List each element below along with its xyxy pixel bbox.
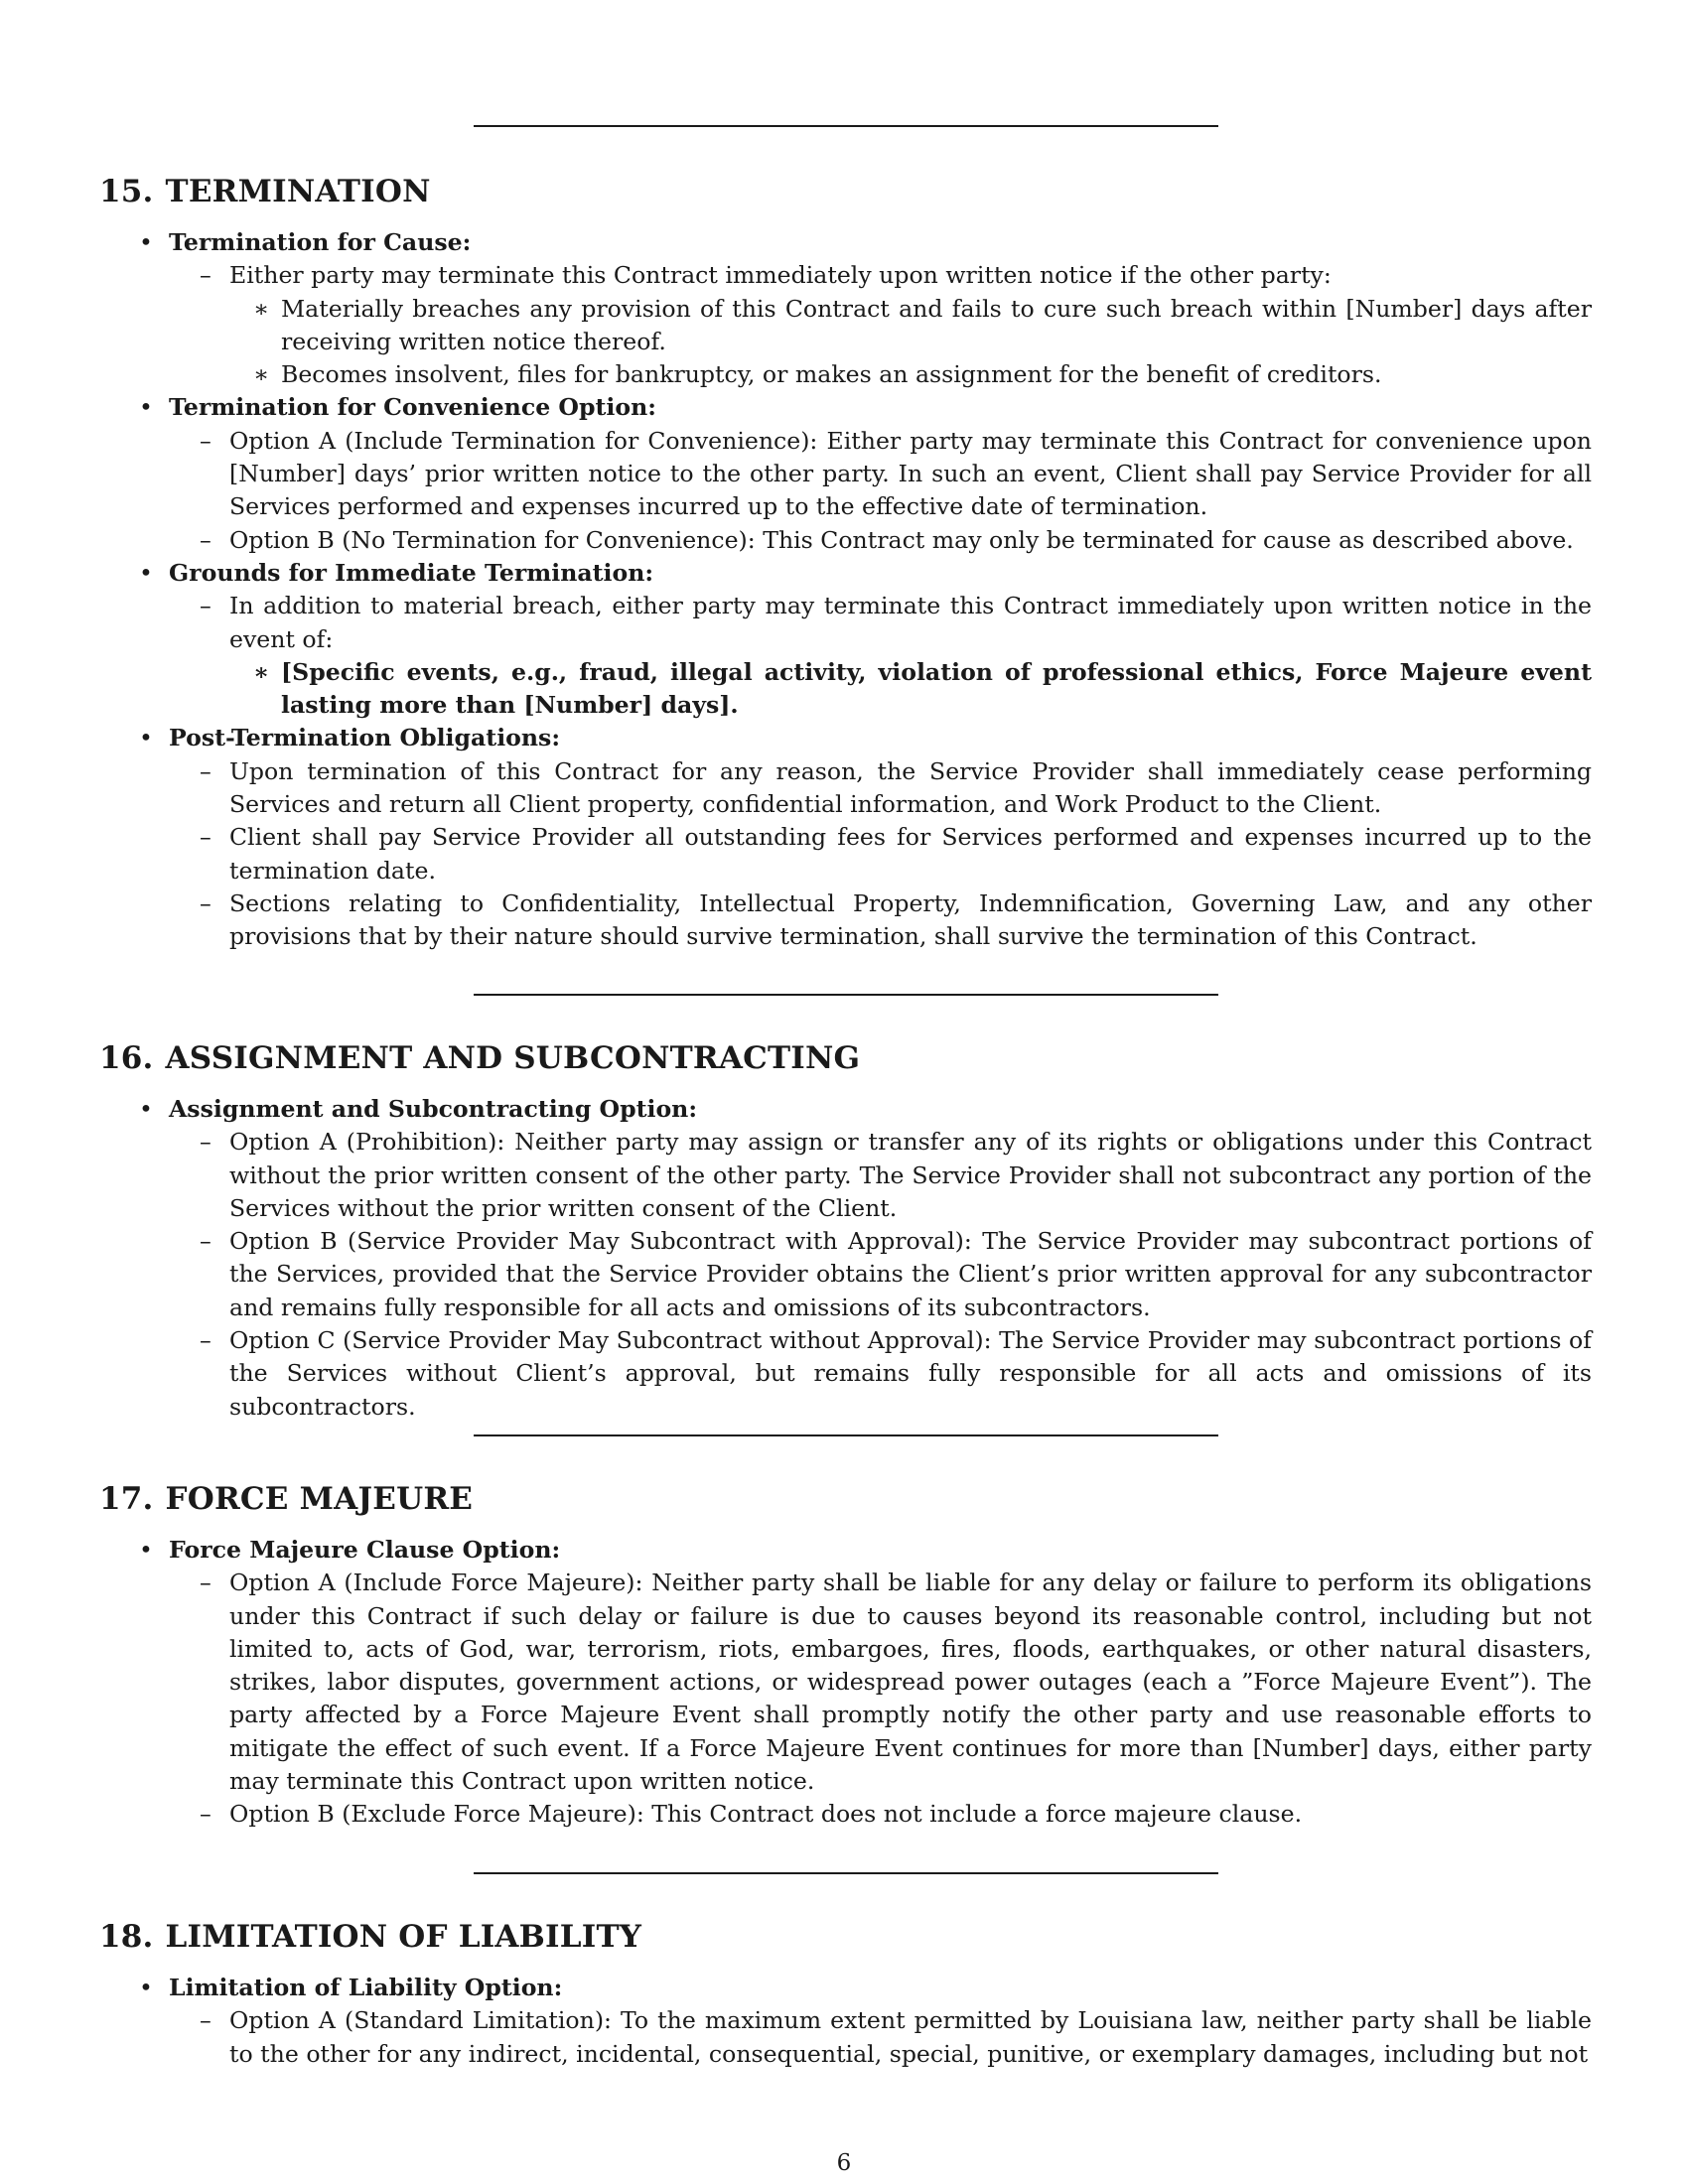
list-item: • Termination for Cause: [169, 226, 1589, 259]
list-subitem: – Option B (Exclude Force Majeure): This Contract does not include a force majeure clause. [229, 1798, 1592, 1831]
list-subitem: – Sections relating to Confidentiality, Intellectual Property, Indemnification, Governing Law, and any other provisions that by their nature should survive termination, shall survive the termination of this Contract. [229, 887, 1592, 954]
section-body-limitation-of-liability [0, 1972, 1688, 2071]
list-subitem: – Either party may terminate this Contract immediately upon written notice if the other party: [229, 259, 1592, 292]
section-body-force-majeure [0, 1534, 1688, 1832]
list-item: • Grounds for Immediate Termination: [169, 557, 1589, 590]
section-divider [474, 994, 1218, 996]
list-item: • Post-Termination Obligations: [169, 722, 1589, 754]
section-title: ASSIGNMENT AND SUBCONTRACTING [165, 1040, 861, 1076]
section-number: 17. [99, 1481, 154, 1517]
list-subitem: – Client shall pay Service Provider all outstanding fees for Services performed and expenses incurred up to the termination date. [229, 821, 1592, 887]
list-subitem: – Option B (No Termination for Convenience): This Contract may only be terminated for cause as described above. [229, 524, 1592, 557]
list-subitem: – Option A (Standard Limitation): To the maximum extent permitted by Louisiana law, neither party shall be liable to the other for any indirect, incidental, consequential, special, punitive, or exemplary damages, including but not [229, 2004, 1592, 2071]
list-subitem: – Upon termination of this Contract for any reason, the Service Provider shall immediately cease performing Services and return all Client property, confidential information, and Work Product to the Client. [229, 755, 1592, 822]
list-subitem: – In addition to material breach, either party may terminate this Contract immediately upon written notice in the event of: [229, 590, 1592, 656]
section-divider [474, 125, 1218, 127]
list-item: • Assignment and Subcontracting Option: [169, 1093, 1589, 1126]
section-heading-termination [99, 174, 431, 209]
section-divider [474, 1872, 1218, 1874]
list-item: • Limitation of Liability Option: [169, 1972, 1589, 2004]
section-heading-limitation-of-liability [99, 1919, 641, 1955]
list-subsubitem: ∗ [Specific events, e.g., fraud, illegal activity, violation of professional ethics, Force Majeure event lasting more than [Number] days]. [281, 656, 1592, 723]
section-title: TERMINATION [165, 174, 431, 209]
list-subitem: – Option B (Service Provider May Subcontract with Approval): The Service Provider may subcontract portions of the Services, provided that the Service Provider obtains the Client’s prior written approval for any subcontractor and remains fully responsible for all acts and omissions of its subcontractors. [229, 1225, 1592, 1324]
list-subitem: – Option A (Prohibition): Neither party may assign or transfer any of its rights or obligations under this Contract without the prior written consent of the other party. The Service Provider shall not subcontract any portion of the Services without the prior written consent of the Client. [229, 1126, 1592, 1225]
section-body-termination [0, 226, 1688, 954]
list-subitem: – Option A (Include Force Majeure): Neither party shall be liable for any delay or failure to perform its obligations under this Contract if such delay or failure is due to causes beyond its reasonable control, including but not limited to, acts of God, war, terrorism, riots, embargoes, fires, floods, earthquakes, or other natural disasters, strikes, labor disputes, government actions, or widespread power outages (each a ”Force Majeure Event”). The party affected by a Force Majeure Event shall promptly notify the other party and use reasonable efforts to mitigate the effect of such event. If a Force Majeure Event continues for more than [Number] days, either party may terminate this Contract upon written notice. [229, 1567, 1592, 1798]
list-subitem: – Option C (Service Provider May Subcontract without Approval): The Service Provider may subcontract portions of the Services without Client’s approval, but remains fully responsible for all acts and omissions of its subcontractors. [229, 1324, 1592, 1424]
list-item: • Force Majeure Clause Option: [169, 1534, 1589, 1567]
section-divider [474, 1434, 1218, 1436]
page-number: 6 [836, 2150, 852, 2176]
section-number: 16. [99, 1040, 154, 1076]
list-item: • Termination for Convenience Option: [169, 391, 1589, 424]
section-title: LIMITATION OF LIABILITY [165, 1919, 642, 1955]
list-subsubitem: ∗ Materially breaches any provision of this Contract and fails to cure such breach within [Number] days after receiving written notice thereof. [281, 293, 1592, 359]
section-heading-assignment [99, 1040, 860, 1076]
section-number: 15. [99, 174, 154, 209]
section-body-assignment [0, 1093, 1688, 1424]
section-heading-force-majeure [99, 1481, 473, 1517]
list-subsubitem: ∗ Becomes insolvent, files for bankruptcy, or makes an assignment for the benefit of creditors. [281, 358, 1592, 391]
section-number: 18. [99, 1919, 154, 1955]
list-subitem: – Option A (Include Termination for Convenience): Either party may terminate this Contract for convenience upon [Number] days’ prior written notice to the other party. In such an event, Client shall pay Service Provider for all Services performed and expenses incurred up to the effective date of termination. [229, 425, 1592, 524]
section-title: FORCE MAJEURE [165, 1481, 474, 1517]
